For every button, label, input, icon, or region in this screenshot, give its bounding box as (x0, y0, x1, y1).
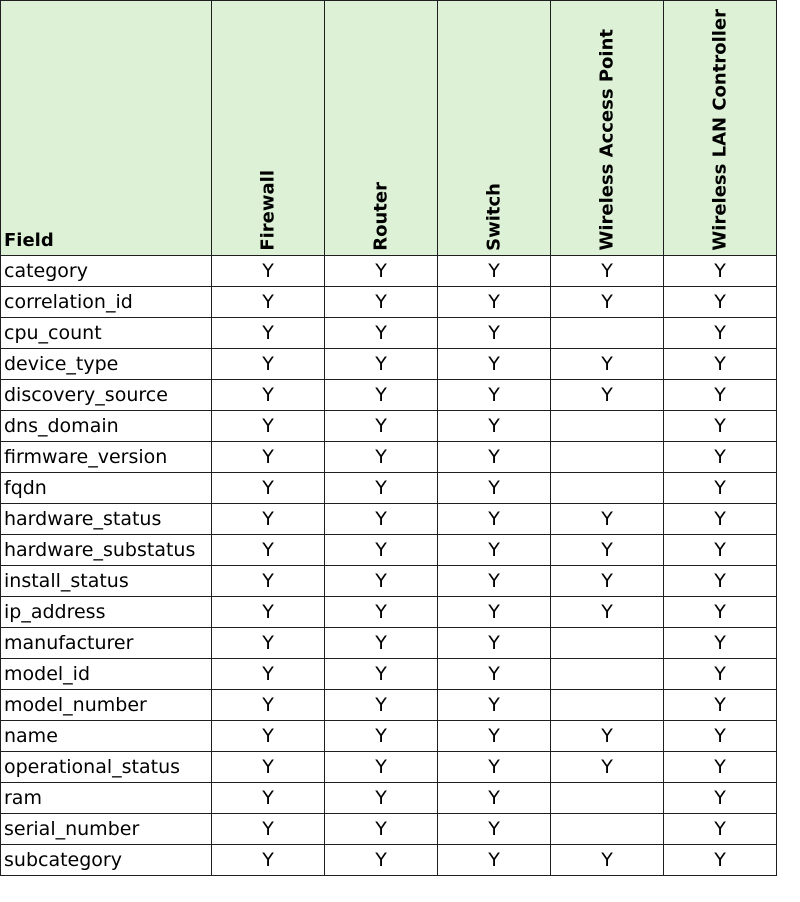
value-cell[interactable]: Y (212, 752, 325, 783)
header-wireless-lan-controller[interactable] (664, 1, 777, 256)
value-cell[interactable]: Y (212, 287, 325, 318)
value-cell[interactable] (551, 442, 664, 473)
field-cell[interactable]: manufacturer (1, 628, 212, 659)
field-cell[interactable]: ram (1, 783, 212, 814)
value-cell[interactable]: Y (664, 659, 777, 690)
field-cell[interactable]: category (1, 256, 212, 287)
value-cell[interactable]: Y (212, 690, 325, 721)
table-row (1, 318, 777, 349)
table-row (1, 690, 777, 721)
value-cell[interactable] (551, 783, 664, 814)
value-cell[interactable]: Y (212, 845, 325, 876)
table-row (1, 535, 777, 566)
value-cell[interactable]: Y (325, 318, 438, 349)
value-cell[interactable]: Y (438, 380, 551, 411)
header-field[interactable]: Field (1, 1, 212, 256)
value-cell[interactable]: Y (551, 287, 664, 318)
field-cell[interactable]: ip_address (1, 597, 212, 628)
value-cell[interactable]: Y (212, 504, 325, 535)
value-cell[interactable]: Y (325, 566, 438, 597)
field-cell[interactable]: subcategory (1, 845, 212, 876)
value-cell[interactable]: Y (438, 411, 551, 442)
value-cell[interactable]: Y (664, 752, 777, 783)
value-cell[interactable]: Y (212, 721, 325, 752)
header-label: Wireless LAN Controller (709, 8, 731, 251)
value-cell[interactable]: Y (438, 442, 551, 473)
value-cell[interactable]: Y (664, 597, 777, 628)
value-cell[interactable]: Y (551, 752, 664, 783)
value-cell[interactable]: Y (212, 783, 325, 814)
value-cell[interactable]: Y (551, 566, 664, 597)
table-row (1, 256, 777, 287)
value-cell[interactable] (551, 628, 664, 659)
field-cell[interactable]: fqdn (1, 473, 212, 504)
value-cell[interactable]: Y (325, 349, 438, 380)
value-cell[interactable]: Y (438, 473, 551, 504)
value-cell[interactable]: Y (664, 783, 777, 814)
table-row (1, 566, 777, 597)
field-cell[interactable]: cpu_count (1, 318, 212, 349)
value-cell[interactable] (551, 473, 664, 504)
value-cell[interactable]: Y (438, 504, 551, 535)
field-cell[interactable]: serial_number (1, 814, 212, 845)
value-cell[interactable]: Y (438, 814, 551, 845)
table-row (1, 442, 777, 473)
value-cell[interactable]: Y (325, 442, 438, 473)
header-row (1, 1, 777, 256)
value-cell[interactable]: Y (664, 628, 777, 659)
value-cell[interactable]: Y (664, 473, 777, 504)
header-wireless-access-point[interactable] (551, 1, 664, 256)
value-cell[interactable]: Y (325, 256, 438, 287)
value-cell[interactable]: Y (664, 566, 777, 597)
value-cell[interactable]: Y (438, 752, 551, 783)
table-row (1, 721, 777, 752)
value-cell[interactable] (551, 814, 664, 845)
field-cell[interactable]: model_number (1, 690, 212, 721)
value-cell[interactable]: Y (664, 442, 777, 473)
value-cell[interactable]: Y (438, 783, 551, 814)
value-cell[interactable] (551, 659, 664, 690)
table-row (1, 845, 777, 876)
value-cell[interactable]: Y (212, 597, 325, 628)
value-cell[interactable]: Y (551, 504, 664, 535)
value-cell[interactable]: Y (438, 535, 551, 566)
value-cell[interactable] (551, 411, 664, 442)
value-cell[interactable]: Y (438, 628, 551, 659)
value-cell[interactable]: Y (664, 380, 777, 411)
value-cell[interactable]: Y (664, 504, 777, 535)
value-cell[interactable]: Y (325, 473, 438, 504)
table-row (1, 783, 777, 814)
value-cell[interactable]: Y (325, 783, 438, 814)
value-cell[interactable]: Y (212, 566, 325, 597)
value-cell[interactable]: Y (438, 721, 551, 752)
field-cell[interactable]: discovery_source (1, 380, 212, 411)
value-cell[interactable]: Y (325, 659, 438, 690)
value-cell[interactable]: Y (551, 845, 664, 876)
field-cell[interactable]: name (1, 721, 212, 752)
value-cell[interactable]: Y (551, 380, 664, 411)
value-cell[interactable]: Y (664, 845, 777, 876)
value-cell[interactable]: Y (325, 814, 438, 845)
table-row (1, 752, 777, 783)
value-cell[interactable]: Y (212, 814, 325, 845)
value-cell[interactable]: Y (325, 721, 438, 752)
header-label: Firewall (257, 169, 279, 251)
value-cell[interactable]: Y (664, 411, 777, 442)
value-cell[interactable]: Y (438, 566, 551, 597)
field-cell[interactable]: hardware_substatus (1, 535, 212, 566)
value-cell[interactable]: Y (212, 318, 325, 349)
value-cell[interactable]: Y (438, 845, 551, 876)
value-cell[interactable]: Y (325, 380, 438, 411)
value-cell[interactable]: Y (438, 659, 551, 690)
value-cell[interactable] (551, 690, 664, 721)
table-row (1, 411, 777, 442)
header-switch[interactable] (438, 1, 551, 256)
table-row (1, 814, 777, 845)
value-cell[interactable]: Y (325, 628, 438, 659)
value-cell[interactable]: Y (551, 597, 664, 628)
table-row (1, 349, 777, 380)
value-cell[interactable]: Y (551, 349, 664, 380)
header-firewall[interactable] (212, 1, 325, 256)
value-cell[interactable]: Y (325, 411, 438, 442)
table-row (1, 597, 777, 628)
header-label: Wireless Access Point (596, 28, 618, 251)
field-cell[interactable]: firmware_version (1, 442, 212, 473)
value-cell[interactable] (551, 318, 664, 349)
value-cell[interactable]: Y (212, 349, 325, 380)
field-cell[interactable]: hardware_status (1, 504, 212, 535)
header-label: Router (370, 181, 392, 251)
value-cell[interactable]: Y (212, 256, 325, 287)
field-cell[interactable]: install_status (1, 566, 212, 597)
field-cell[interactable]: model_id (1, 659, 212, 690)
table-row (1, 659, 777, 690)
value-cell[interactable]: Y (664, 287, 777, 318)
value-cell[interactable]: Y (438, 690, 551, 721)
value-cell[interactable]: Y (325, 535, 438, 566)
field-cell[interactable]: correlation_id (1, 287, 212, 318)
value-cell[interactable]: Y (325, 752, 438, 783)
value-cell[interactable]: Y (438, 349, 551, 380)
value-cell[interactable]: Y (212, 628, 325, 659)
field-cell[interactable]: operational_status (1, 752, 212, 783)
value-cell[interactable]: Y (212, 659, 325, 690)
value-cell[interactable]: Y (212, 380, 325, 411)
table-row (1, 504, 777, 535)
header-label: Switch (483, 182, 505, 251)
value-cell[interactable]: Y (212, 473, 325, 504)
value-cell[interactable]: Y (438, 287, 551, 318)
field-cell[interactable]: dns_domain (1, 411, 212, 442)
value-cell[interactable]: Y (664, 814, 777, 845)
value-cell[interactable]: Y (325, 597, 438, 628)
table-row (1, 287, 777, 318)
value-cell[interactable]: Y (664, 535, 777, 566)
value-cell[interactable]: Y (551, 256, 664, 287)
field-cell[interactable]: device_type (1, 349, 212, 380)
value-cell[interactable]: Y (212, 442, 325, 473)
value-cell[interactable]: Y (438, 597, 551, 628)
value-cell[interactable]: Y (664, 690, 777, 721)
value-cell[interactable]: Y (325, 690, 438, 721)
value-cell[interactable]: Y (551, 721, 664, 752)
value-cell[interactable]: Y (438, 256, 551, 287)
table-row (1, 628, 777, 659)
table-row (1, 380, 777, 411)
value-cell[interactable]: Y (325, 287, 438, 318)
value-cell[interactable]: Y (325, 845, 438, 876)
value-cell[interactable]: Y (551, 535, 664, 566)
table-row (1, 473, 777, 504)
value-cell[interactable]: Y (664, 721, 777, 752)
value-cell[interactable]: Y (664, 256, 777, 287)
value-cell[interactable]: Y (664, 349, 777, 380)
value-cell[interactable]: Y (212, 411, 325, 442)
header-router[interactable] (325, 1, 438, 256)
value-cell[interactable]: Y (325, 504, 438, 535)
value-cell[interactable]: Y (212, 535, 325, 566)
value-cell[interactable]: Y (664, 318, 777, 349)
value-cell[interactable]: Y (438, 318, 551, 349)
